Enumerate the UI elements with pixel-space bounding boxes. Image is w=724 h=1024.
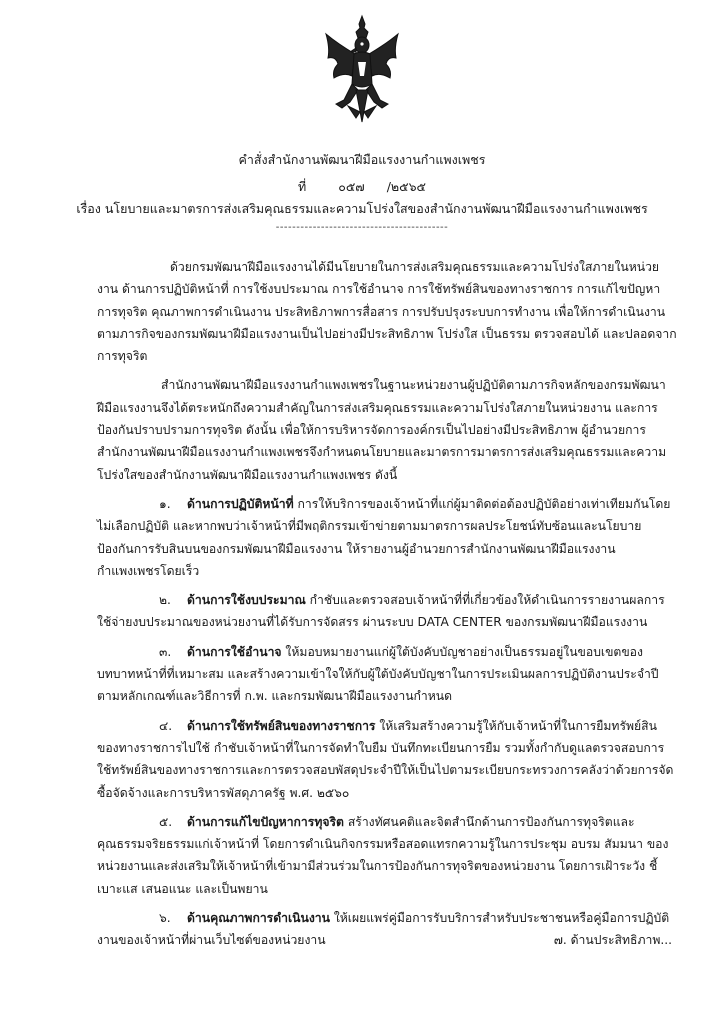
intro-paragraph [97,256,677,367]
order-year: /๒๕๖๕ [386,179,427,194]
item-title: ด้านการใช้งบประมาณ [187,593,306,608]
item-text: ให้มอบหมายงานแก่ผู้ใต้บังคับบัญชาอย่างเป็นธรรมอยู่ในขอบเขตของบทบาทหน้าที่ที่เหมาะสม และสร้างความเข้าใจให้กับผู้ใต้บังคับบัญชาในการประเมินผลการปฏิบัติงานประจำปีตามหลักเกณฑ์และวิธีการที่ ก.พ. และกรมพัฒนาฝีมือแรงงานกำหนด [97,644,659,704]
policy-item [97,811,677,900]
policy-item [97,641,677,708]
item-text: ให้เผยแพร่คู่มือการรับบริการสำหรับประชาชนหรือคู่มือการปฏิบัติงานของเจ้าหน้าที่ผ่านเว็บไซต์ของหน่วยงาน [97,911,670,948]
item-number: ๓. [159,644,172,659]
policy-item [97,493,677,582]
item-text: กำชับและตรวจสอบเจ้าหน้าที่ที่เกี่ยวข้องให้ดำเนินการรายงานผลการใช้จ่ายงบประมาณของหน่วยงานที่ได้รับการจัดสรร ผ่านระบบ DATA CENTER ของกรมพัฒนาฝีมือแรงงาน [97,593,665,630]
item-text: สร้างทัศนคติและจิตสำนึกด้านการป้องกันการทุจริตและคุณธรรมจริยธรรมแก่เจ้าหน้าที่ โดยการดำเนินกิจกรรมหรือสอดแทรกความรู้ในการประชุม อบรม สัมมนา ของหน่วยงานและส่งเสริมให้เจ้าหน้าที่เข้ามามีส่วนร่วมในการป้องกันการทุจริตของหน่วยงาน โดยการเฝ้าระวัง ชี้เบาะแส เสนอแนะ และเป็นพยาน [97,814,669,896]
order-number-label: ที่ [297,179,307,194]
intro-paragraph-text: ด้วยกรมพัฒนาฝีมือแรงงานได้มีนโยบายในการส่งเสริมคุณธรรมและความโปร่งใสภายในหน่วยงาน ด้านการปฏิบัติหน้าที่ การใช้งบประมาณ การใช้อำนาจ การใช้ทรัพย์สินของทางราชการ การแก้ไขปัญหาการทุจริต คุณภาพการดำเนินงาน ประสิทธิภาพการสื่อสาร การปรับปรุงระบบการทำงาน เพื่อให้การดำเนินงานตามภารกิจของกรมพัฒนาฝีมือแรงงานเป็นไปอย่างมีประสิทธิภาพ โปร่งใส เป็นธรรม ตรวจสอบได้ และปลอดจากการทุจริต [97,260,677,364]
order-title: คำสั่งสำนักงานพัฒนาฝีมือแรงงานกำแพงเพชร [238,152,486,167]
item-title: ด้านการใช้ทรัพย์สินของทางราชการ [187,718,376,733]
item-number: ๖. [159,911,171,926]
item-number: ๕. [159,814,173,829]
garuda-emblem-icon [322,14,402,126]
item-number: ๔. [159,718,173,733]
order-number: ๐๕๗ [338,179,365,194]
item-title: ด้านการใช้อำนาจ [187,644,282,659]
policy-item [97,589,677,634]
item-title: ด้านการปฏิบัติหน้าที่ [187,496,294,511]
order-number-line [0,177,724,197]
separator-line: ------------------------------------------ [275,222,449,233]
item-title: ด้านการแก้ไขปัญหาการทุจริต [187,814,344,829]
document-body [97,256,677,959]
policy-item [97,715,677,804]
intro-paragraph-text: สำนักงานพัฒนาฝีมือแรงงานกำแพงเพชรในฐานะหน่วยงานผู้ปฏิบัติตามภารกิจหลักของกรมพัฒนาฝีมือแรงงานจึงได้ตระหนักถึงความสำคัญในการส่งเสริมคุณธรรมและความโปร่งใสภายในหน่วยงาน และการป้องกันปราบปรามการทุจริต ดังนั้น เพื่อให้การบริหารจัดการองค์กรเป็นไปอย่างมีประสิทธิภาพ ผู้อำนวยการสำนักงานพัฒนาฝีมือแรงงานกำแพงเพชรจึงกำหนดนโยบายและมาตรการมาตรการส่งเสริมคุณธรรมและความโปร่งใสของสำนักงานพัฒนาฝีมือแรงงานกำแพงเพชร ดังนี้ [97,378,667,482]
item-text: ให้เสริมสร้างความรู้ให้กับเจ้าหน้าที่ในการยืมทรัพย์สินของทางราชการไปใช้ กำชับเจ้าหน้าที่ในการจัดทำใบยืม บันทึกทะเบียนการยืม รวมทั้งกำกับดูแลตรวจสอบการใช้ทรัพย์สินของทางราชการและการตรวจสอบพัสดุประจำปีให้เป็นไปตามระเบียบกระทรวงการคลังว่าด้วยการจัดซื้อจัดจ้างและการบริหารพัสดุภาครัฐ พ.ศ. ๒๕๖๐ [97,718,674,800]
item-number: ๑. [159,496,171,511]
item-number: ๒. [159,593,171,608]
continuation-marker: ๗. ด้านประสิทธิภาพ... [553,933,672,947]
item-text: การให้บริการของเจ้าหน้าที่แก่ผู้มาติดต่อต้องปฏิบัติอย่างเท่าเทียมกันโดยไม่เลือกปฏิบัติ และหากพบว่าเจ้าหน้าที่มีพฤติกรรมเข้าข่ายตามมาตรการผลประโยชน์ทับซ้อนและนโยบายป้องกันการรับสินบนของกรมพัฒนาฝีมือแรงงาน ให้รายงานผู้อำนวยการสำนักงานพัฒนาฝีมือแรงงานกำแพงเพชรโดยเร็ว [97,496,671,578]
intro-paragraph [97,374,677,485]
order-subject: เรื่อง นโยบายและมาตรการส่งเสริมคุณธรรมและความโปร่งใสของสำนักงานพัฒนาฝีมือแรงงานกำแพงเพชร [76,201,648,216]
item-title: ด้านคุณภาพการดำเนินงาน [187,911,330,926]
